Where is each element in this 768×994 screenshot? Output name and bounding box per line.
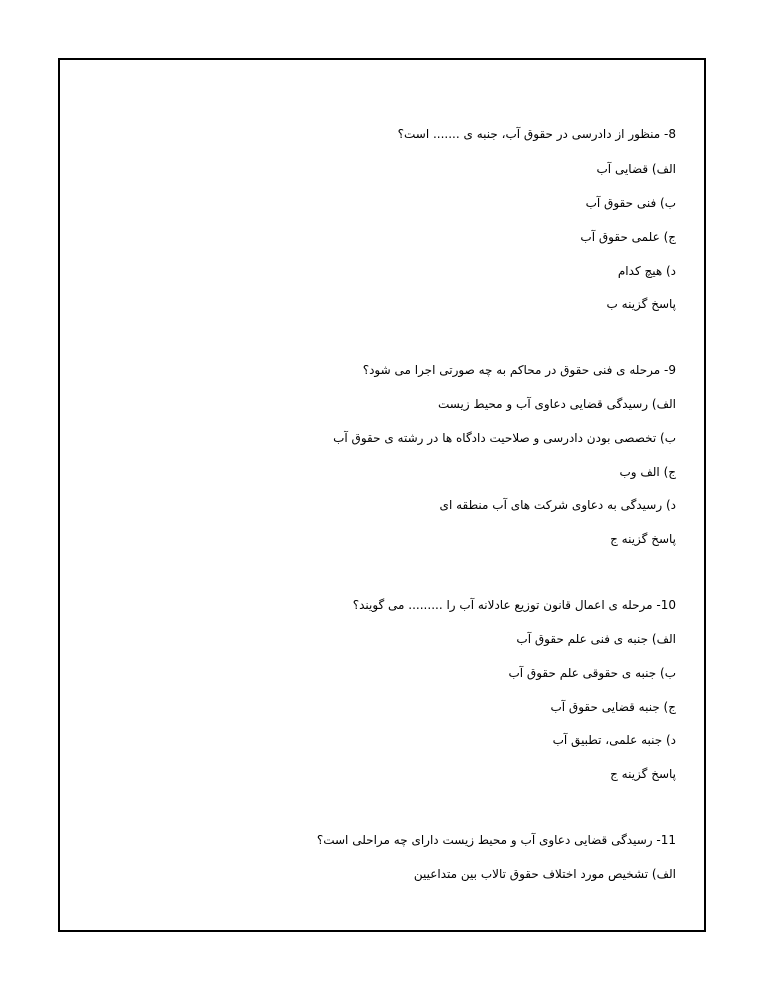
question-11-option-a: الف) تشخیص مورد اختلاف حقوق تالاب بین متداعیین <box>413 867 676 881</box>
question-11-text: 11- رسیدگی قضایی دعاوی آب و محیط زیست دارای چه مراحلی است؟ <box>316 833 676 847</box>
question-9-text: 9- مرحله ی فنی حقوق در محاکم به چه صورتی اجرا می شود؟ <box>362 363 676 377</box>
question-10-answer: پاسخ گزینه ج <box>610 767 676 781</box>
question-10-option-b: ب) جنبه ی حقوقی علم حقوق آب <box>508 666 676 680</box>
question-10-option-a: الف) جنبه ی فنی علم حقوق آب <box>516 632 676 646</box>
question-9-option-b: ب) تخصصی بودن دادرسی و صلاحیت دادگاه ها در رشته ی حقوق آب <box>333 431 676 445</box>
question-9-option-c: ج) الف وب <box>619 465 676 479</box>
question-10-text: 10- مرحله ی اعمال قانون توزیع عادلانه آب را ......... می گویند؟ <box>352 598 676 612</box>
question-8-option-d: د) هیچ کدام <box>617 264 676 278</box>
page-frame <box>58 58 706 932</box>
question-8-answer: پاسخ گزینه ب <box>606 297 676 311</box>
question-9-answer: پاسخ گزینه ج <box>610 532 676 546</box>
question-9-option-d: د) رسیدگی به دعاوی شرکت های آب منطقه ای <box>439 498 676 512</box>
question-8-option-c: ج) علمی حقوق آب <box>580 230 676 244</box>
question-8-option-b: ب) فنی حقوق آب <box>585 196 676 210</box>
question-9-option-a: الف) رسیدگی قضایی دعاوی آب و محیط زیست <box>437 397 676 411</box>
question-10-option-c: ج) جنبه قضایی حقوق آب <box>550 700 676 714</box>
question-8-option-a: الف) قضایی آب <box>596 162 676 176</box>
question-10-option-d: د) جنبه علمی، تطبیق آب <box>552 733 676 747</box>
question-8-text: 8- منظور از دادرسی در حقوق آب، جنبه ی ....... است؟ <box>397 127 676 141</box>
